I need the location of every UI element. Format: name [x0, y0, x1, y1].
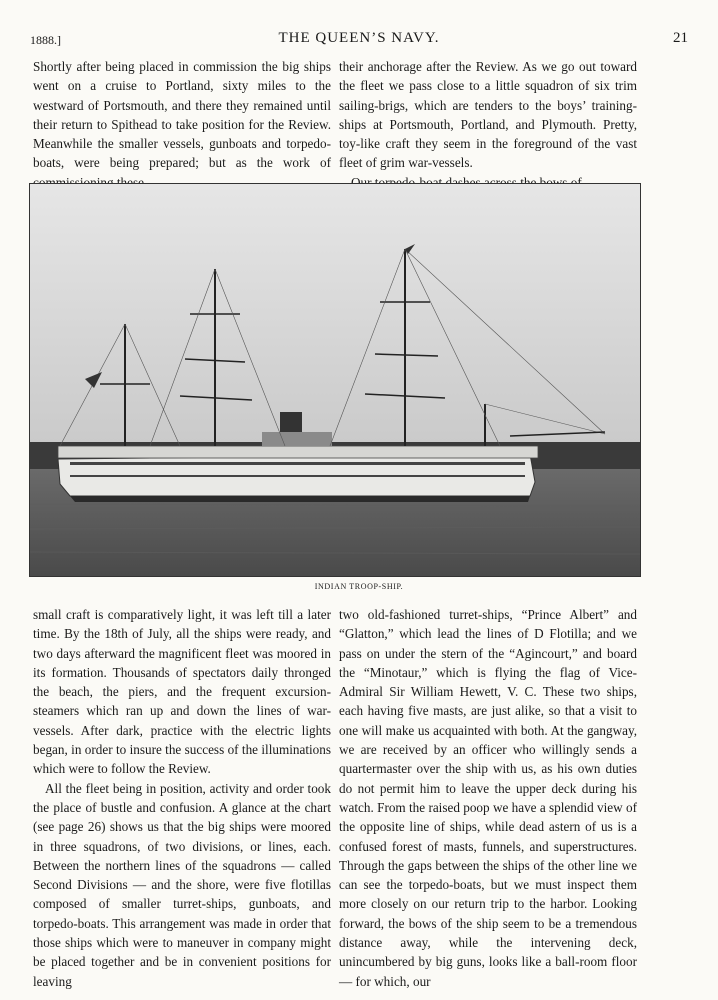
issue-date: 1888.] — [30, 33, 61, 47]
running-title: THE QUEEN’S NAVY. — [278, 30, 440, 46]
page-number: 21 — [673, 30, 688, 46]
column-bottom-right — [339, 605, 637, 991]
figure-caption: INDIAN TROOP-SHIP. — [314, 582, 404, 591]
paragraph: Shortly after being placed in commission the big ships went on a cruise to Portland, sixty miles to the westward of Portsmouth, and there they remained until their return to Spithead to take position for the Review. Meanwhile the smaller vessels, gunboats and torpedo-boats, were being prepared; but as the work of — [33, 59, 331, 171]
paragraph: small craft is comparatively light, it was left till a later time. By the 18th of July, all the ships were ready, and two days afterward the magnificent fleet was moored in its formation. Thousands of spectators daily thronged the beach, the piers, and the frequent excursion-steamers which ran up and down the lines of war-vessels. After dark, practice with the electric lights began, in order to insure the success of the illuminations which were to follow the Review. — [33, 607, 331, 777]
column-top-right — [339, 57, 637, 192]
running-header — [30, 30, 688, 52]
paragraph: two old-fashioned turret-ships, “Prince Albert” and “Glatton,” which lead the lines of D Flotilla; and we pass on under the stern of the “Agincourt,” and board the “Minotaur,” which is flying the flag of Vice-Admiral Sir William Hewett, V. C. These two ships, each having five masts, are just alike, so that a visit to one will make us acquainted with both. At the gangway, we are received by an officer who willingly sends a quartermaster over the ship with us, as his own duties do not permit him to leave the upper deck during his watch. From the raised poop we have a splendid view of the opposite line of ships, while dead astern of us is a confused forest of masts, funnels, and superstructures. Through the gaps between the ships of the other line we can see the torpedo-boats, but we must inspect them more closely on our return trip to the harbor. Looking forward, the bows of the ship seem to be a tremendous distance away, while the intervening deck, unincumbered by big guns, looks like a ball-room floor — for which, our — [339, 607, 637, 989]
column-top-left — [33, 57, 331, 192]
paragraph: their anchorage after the Review. As we go out toward the fleet we pass close to a little squadron of six trim sailing-brigs, which are tenders to the boys’ training-ships at Portsmouth, Portland, and Plymouth. Pretty, toy-like craft they seem in the foreground of the vast fleet of grim war-vessels. — [339, 59, 637, 171]
paragraph: All the fleet being in position, activity and order took the place of bustle and confusion. A glance at the chart (see page 26) shows us that the big ships were moored in three squadrons, of two divisions, or lines, each. Between the northern lines of the squadrons — called Second Divisions — and the shore, were five flotillas composed of smaller turret-ships, gunboats, and torpedo-boats. This arrangement was made in order that those ships which were to maneuver in company might be placed together and be in convenient positions for leaving — [33, 780, 331, 989]
column-bottom-left — [33, 605, 331, 991]
troop-ship-photograph — [29, 183, 641, 577]
